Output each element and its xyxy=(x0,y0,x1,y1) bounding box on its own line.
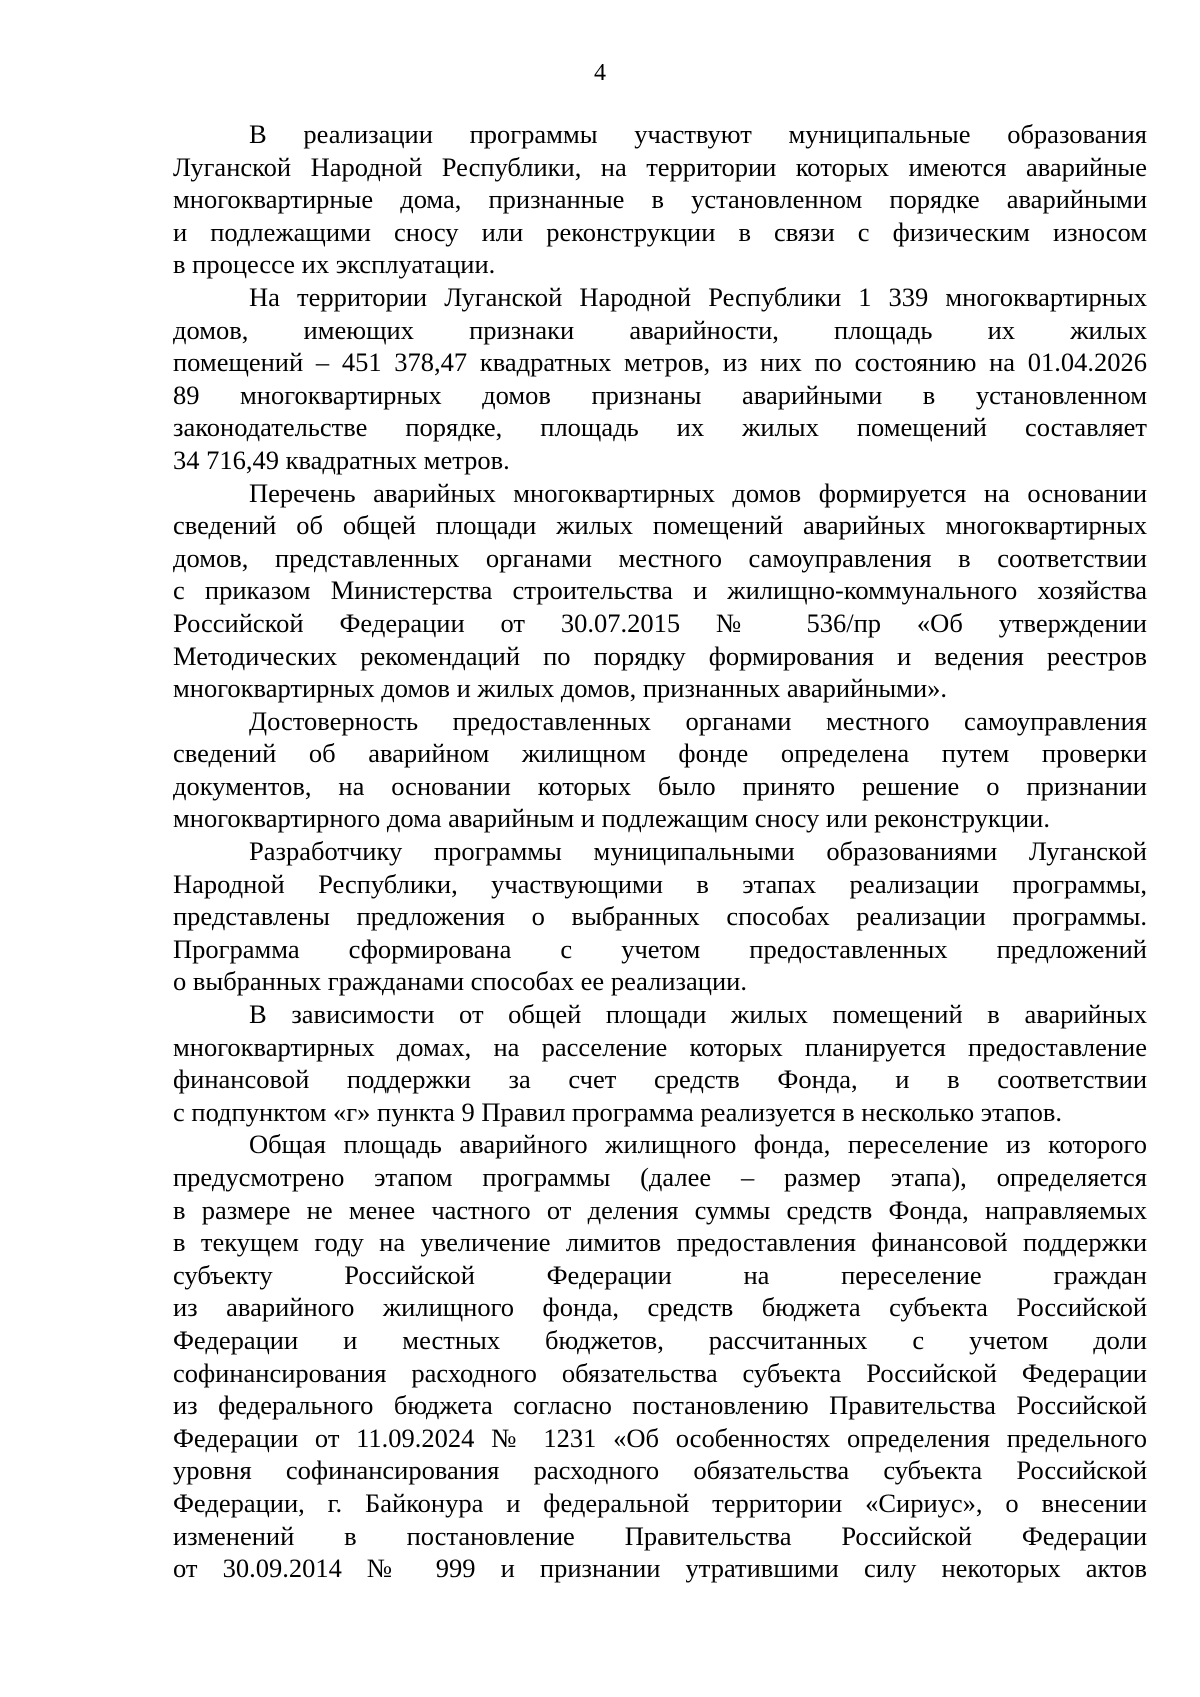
text-line: от 30.09.2014 № 999 и признании утратившими силу некоторых актов xyxy=(173,1553,1147,1584)
text-line: сведений об общей площади жилых помещений аварийных многоквартирных xyxy=(173,510,1147,541)
text-line: 34 716,49 квадратных метров. xyxy=(173,444,510,475)
text-line: о выбранных гражданами способах ее реализации. xyxy=(173,966,747,997)
paragraph xyxy=(173,477,1147,705)
paragraph xyxy=(173,1128,1147,1584)
text-line: из федерального бюджета согласно постановлению Правительства Российской xyxy=(173,1390,1147,1421)
text-line: из аварийного жилищного фонда, средств бюджета субъекта Российской xyxy=(173,1292,1147,1323)
text-line: многоквартирных домов и жилых домов, признанных аварийными». xyxy=(173,673,948,704)
text-line: Достоверность предоставленных органами местного самоуправления xyxy=(249,705,1147,736)
text-line: в размере не менее частного от деления суммы средств Фонда, направляемых xyxy=(173,1194,1147,1225)
text-line: многоквартирного дома аварийным и подлежащим сносу или реконструкции. xyxy=(173,803,1050,834)
document-body xyxy=(173,118,1147,1585)
paragraph xyxy=(173,998,1147,1128)
text-line: домов, имеющих признаки аварийности, площадь их жилых xyxy=(173,314,1147,345)
text-line: Федерации и местных бюджетов, рассчитанных с учетом доли xyxy=(173,1324,1147,1355)
paragraph xyxy=(173,118,1147,281)
text-line: Методических рекомендаций по порядку формирования и ведения реестров xyxy=(173,640,1147,671)
paragraph xyxy=(173,281,1147,477)
text-line: В зависимости от общей площади жилых помещений в аварийных xyxy=(249,999,1147,1030)
text-line: Луганской Народной Республики, на территории которых имеются аварийные xyxy=(173,151,1147,182)
text-line: 89 многоквартирных домов признаны аварийными в установленном xyxy=(173,379,1147,410)
text-line: изменений в постановление Правительства Российской Федерации xyxy=(173,1520,1147,1551)
text-line: В реализации программы участвуют муниципальные образования xyxy=(249,119,1147,149)
text-line: в процессе их эксплуатации. xyxy=(173,249,496,280)
text-line: уровня софинансирования расходного обязательства субъекта Российской xyxy=(173,1455,1147,1486)
text-line: многоквартирных домах, на расселение которых планируется предоставление xyxy=(173,1031,1147,1062)
text-line: помещений – 451 378,47 квадратных метров, из них по состоянию на 01.04.2026 xyxy=(173,347,1147,378)
paragraph xyxy=(173,705,1147,835)
page-number: 4 xyxy=(594,60,606,86)
text-line: домов, представленных органами местного самоуправления в соответствии xyxy=(173,542,1147,573)
text-line: Общая площадь аварийного жилищного фонда, переселение из которого xyxy=(249,1129,1147,1160)
text-line: финансовой поддержки за счет средств Фонда, и в соответствии xyxy=(173,1064,1147,1095)
text-line: Разработчику программы муниципальными образованиями Луганской xyxy=(249,836,1147,867)
text-line: и подлежащими сносу или реконструкции в связи с физическим износом xyxy=(173,216,1147,247)
text-line: Федерации от 11.09.2024 № 1231 «Об особенностях определения предельного xyxy=(173,1422,1147,1453)
text-line: Народной Республики, участвующими в этапах реализации программы, xyxy=(173,868,1147,899)
text-line: Программа сформирована с учетом предоставленных предложений xyxy=(173,933,1147,964)
paragraph xyxy=(173,835,1147,998)
text-line: Перечень аварийных многоквартирных домов формируется на основании xyxy=(249,477,1147,508)
text-line: На территории Луганской Народной Республики 1 339 многоквартирных xyxy=(249,281,1147,312)
text-line: законодательстве порядке, площадь их жилых помещений составляет xyxy=(173,412,1147,443)
text-line: предусмотрено этапом программы (далее – размер этапа), определяется xyxy=(173,1162,1147,1192)
text-line: с приказом Министерства строительства и жилищно-коммунального хозяйства xyxy=(173,575,1147,606)
text-line: субъекту Российской Федерации на переселение граждан xyxy=(173,1259,1147,1290)
text-line: многоквартирные дома, признанные в установленном порядке аварийными xyxy=(173,184,1147,215)
text-line: сведений об аварийном жилищном фонде определена путем проверки xyxy=(173,738,1147,769)
text-line: документов, на основании которых было принято решение о признании xyxy=(173,770,1147,801)
text-line: представлены предложения о выбранных способах реализации программы. xyxy=(173,901,1147,932)
text-line: с подпунктом «г» пункта 9 Правил программа реализуется в несколько этапов. xyxy=(173,1096,1063,1127)
text-line: софинансирования расходного обязательства субъекта Российской Федерации xyxy=(173,1357,1147,1388)
text-line: Федерации, г. Байконура и федеральной территории «Сириус», о внесении xyxy=(173,1487,1147,1518)
text-line: Российской Федерации от 30.07.2015 № 536/пр «Об утверждении xyxy=(173,607,1147,638)
text-line: в текущем году на увеличение лимитов предоставления финансовой поддержки xyxy=(173,1227,1147,1258)
